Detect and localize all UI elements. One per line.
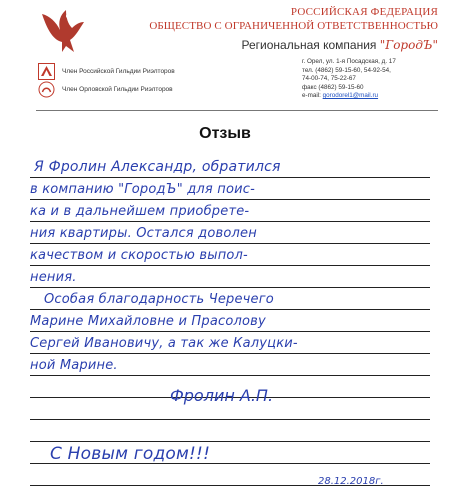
ruled-line bbox=[30, 199, 430, 200]
handwritten-line: Сергей Ивановичу, а так же Калуцки- bbox=[30, 336, 298, 351]
phone-line-2: 74-00-74, 75-22-67 bbox=[302, 75, 356, 83]
address: г. Орел, ул. 1-я Посадская, д. 17 bbox=[302, 58, 396, 65]
handwritten-line: ной Марине. bbox=[30, 358, 118, 373]
ruled-line bbox=[30, 419, 430, 420]
guild-membership-russian bbox=[38, 63, 175, 80]
guild-1-label: Член Российской Гильдии Риэлторов bbox=[62, 68, 175, 75]
handwritten-line: ка и в дальнейшем приобрете- bbox=[30, 204, 250, 219]
email-link[interactable]: gorodorel1@mail.ru bbox=[322, 92, 379, 100]
handwritten-line: ния квартиры. Остался доволен bbox=[30, 226, 257, 241]
email-row bbox=[302, 92, 396, 101]
ruled-line bbox=[30, 353, 430, 354]
company-brand: "ГородЪ" bbox=[379, 38, 438, 52]
ruled-line bbox=[30, 177, 430, 178]
company-name bbox=[149, 38, 438, 52]
header-divider bbox=[36, 110, 438, 111]
country-label: РОССИЙСКАЯ ФЕДЕРАЦИЯ bbox=[290, 6, 438, 18]
ruled-line bbox=[30, 309, 430, 310]
guild-badge-icon bbox=[38, 81, 55, 98]
organization-header bbox=[149, 6, 438, 52]
contacts-block bbox=[302, 58, 396, 101]
page-title: Отзыв bbox=[199, 125, 251, 142]
ruled-line bbox=[30, 375, 430, 376]
guild-badge-icon bbox=[38, 63, 55, 80]
handwritten-line: качеством и скоростью выпол- bbox=[30, 248, 248, 263]
ruled-line bbox=[30, 441, 430, 442]
date: 28.12.2018г. bbox=[318, 476, 384, 487]
ruled-line bbox=[30, 287, 430, 288]
ruled-line bbox=[30, 221, 430, 222]
handwritten-line: Я Фролин Александр, обратился bbox=[34, 159, 281, 175]
company-prefix: Региональная компания bbox=[241, 38, 380, 52]
handwritten-line: в компанию "ГородЪ" для поис- bbox=[30, 182, 255, 197]
eagle-logo-icon bbox=[38, 6, 88, 54]
ruled-line bbox=[30, 331, 430, 332]
handwritten-line: Марине Михайловне и Прасолову bbox=[30, 314, 266, 329]
handwritten-line: Особая благодарность Черечего bbox=[44, 292, 274, 307]
greeting: С Новым годом!!! bbox=[50, 444, 211, 464]
guild-membership-oryol bbox=[38, 81, 173, 98]
phone-line-1: тел. (4862) 59-15-60, 54-92-54, bbox=[302, 66, 391, 74]
email-label: e-mail: bbox=[302, 92, 323, 100]
signature: Фролин А.П. bbox=[170, 386, 274, 405]
org-name: ОБЩЕСТВО С ОГРАНИЧЕННОЙ ОТВЕТСТВЕННОСТЬЮ bbox=[149, 20, 438, 32]
ruled-line bbox=[30, 265, 430, 266]
handwritten-line: нения. bbox=[30, 270, 77, 285]
ruled-line bbox=[30, 243, 430, 244]
fax: факс (4862) 59-15-60 bbox=[302, 83, 364, 91]
guild-2-label: Член Орловской Гильдии Риэлторов bbox=[62, 86, 173, 93]
